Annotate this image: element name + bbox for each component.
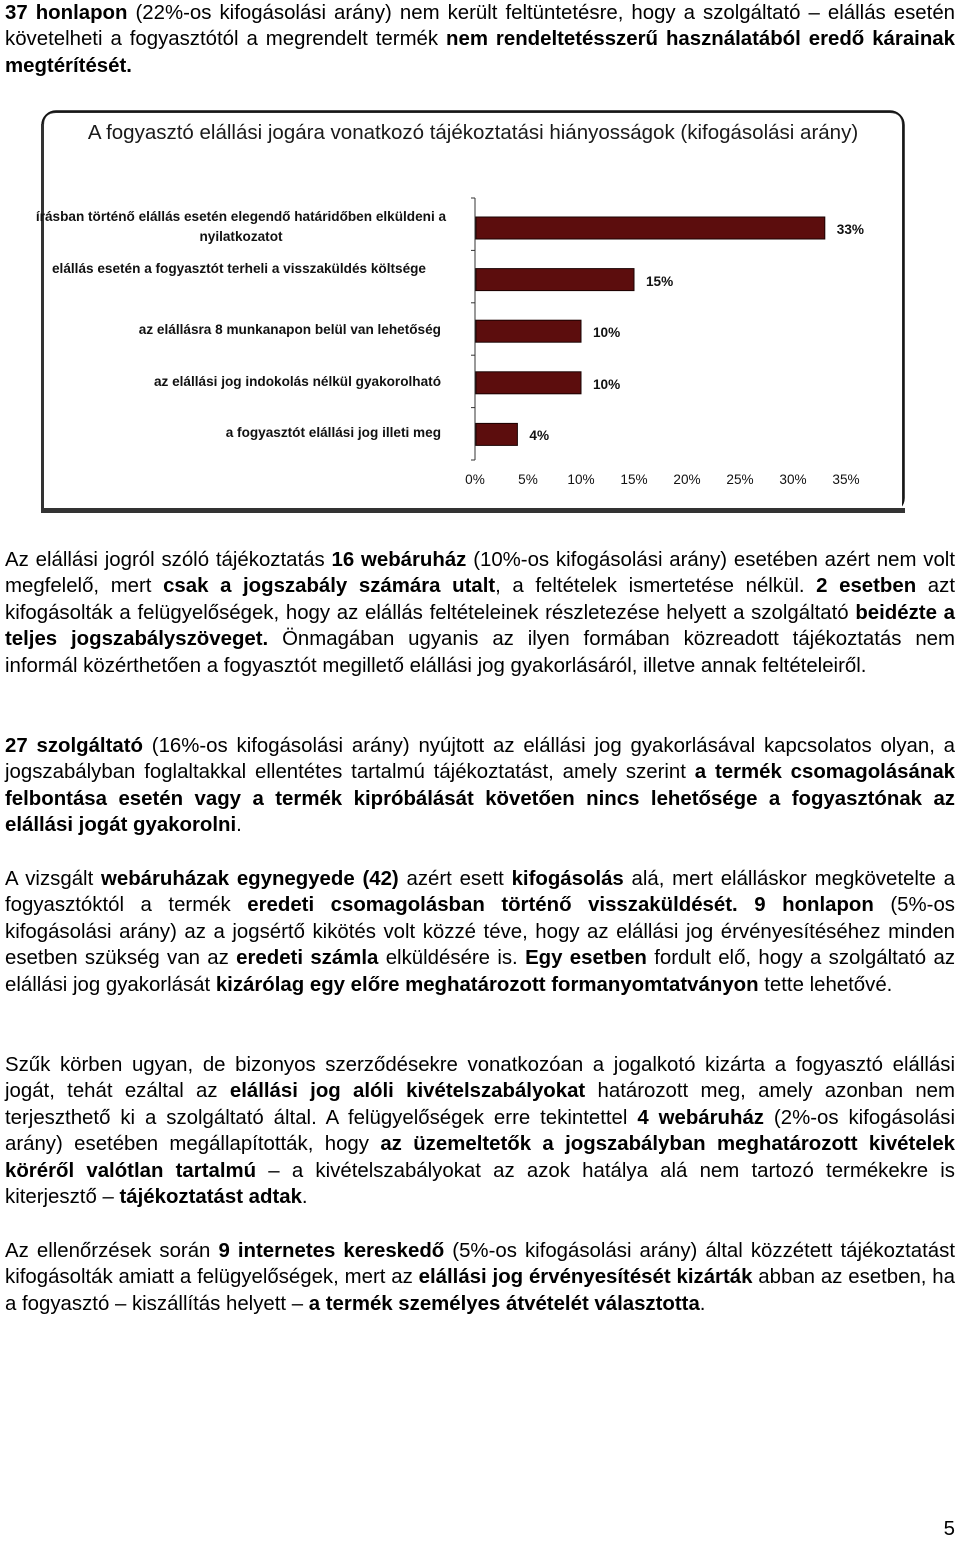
data-label: 15% [646, 273, 674, 289]
chart [35, 110, 905, 513]
text-run: tájékoztatást adtak [119, 1186, 302, 1209]
text-run: (2%-os kifogásolási arány) esetében megállapították, hogy [5, 1106, 955, 1156]
text-run: . [236, 814, 242, 837]
text-run: elállási jog alóli kivételszabályokat [229, 1080, 586, 1103]
text-run: (10%-os kifogásolási arány) esetében azért nem volt megfelelő, mert [5, 549, 955, 598]
bar [476, 423, 517, 445]
x-tick-label: 10% [567, 472, 595, 487]
text-run: 37 honlapon [5, 2, 128, 24]
text-run: az üzemeltetők a jogszabályban meghatározott kivételek köréről valótlan tartalmú [5, 1133, 956, 1182]
category-label: az elállási jog indokolás nélkül gyakorolható [153, 373, 441, 389]
text-run: 2 esetben [816, 575, 917, 598]
text-run: beidézte a teljes jogszabályszöveget. [5, 601, 955, 651]
x-tick-label: 15% [620, 472, 648, 487]
chart-edge [41, 124, 44, 513]
text-run: , a feltételek ismertetése nélkül. [495, 575, 817, 598]
text-run: kifogásolás [511, 868, 624, 890]
text-run: csak a jogszabály számára utalt [163, 575, 496, 598]
x-tick-label: 25% [726, 472, 754, 487]
text-run: A vizsgált [5, 868, 101, 890]
data-label: 10% [593, 376, 621, 392]
text-run: abban az esetben, ha a fogyasztó – kiszállítás helyett – [5, 1266, 955, 1315]
text-run: tette lehetővé. [758, 973, 893, 996]
bar [476, 320, 581, 342]
text-run: nem rendeltetésszerű használatából eredő kárainak megtérítését. [5, 28, 955, 77]
paragraph-packaging [5, 733, 955, 839]
text-run: a termék személyes átvételét választotta [308, 1292, 700, 1315]
category-label: a fogyasztót elállási jog illeti meg [225, 425, 441, 441]
text-run: Egy esetben [525, 947, 647, 970]
text-run: . [301, 1186, 308, 1209]
bar [476, 217, 825, 239]
text-run [738, 894, 755, 916]
data-label: 4% [529, 428, 550, 444]
text-run: határozott meg, amely azonban nem terjeszthető ki a szolgáltató által. A felügyelőségek erre tekintettel [5, 1080, 955, 1129]
text-run: 9 honlapon [754, 894, 874, 917]
text-run: eredeti számla [236, 947, 379, 970]
text-run: (22%-os kifogásolási arány) nem került feltüntetésre, hogy a szolgáltató – elállás esetén követelheti a fogyasztótól a megrendelt termék [5, 2, 955, 51]
chart-plot-area [44, 113, 902, 508]
x-tick-label: 5% [518, 472, 538, 487]
text-run: 4 webáruház [637, 1106, 764, 1129]
text-run: fordult elő, hogy a szolgáltató az elállási jog gyakorlását [5, 947, 956, 996]
text-run: . [699, 1292, 706, 1315]
category-label: írásban történő elállás esetén elegendő határidőben elküldeni a nyilatkozatot [35, 209, 447, 244]
page-number: 5 [943, 1518, 955, 1540]
category-label: elállás esetén a fogyasztót terheli a visszaküldés költsége [52, 260, 426, 276]
text-run: (16%-os kifogásolási arány) nyújtott az elállási jog gyakorlásával kapcsolatos olyan, a jogszabályban foglaltakkal ellentétes tartalmú tájékoztatást, amely szerint [5, 735, 956, 784]
x-tick-label: 30% [779, 472, 807, 487]
text-run: Az ellenőrzések során [5, 1240, 219, 1262]
text-run: – a kivételszabályokat az azok hatálya alá nem tartozó termékekre is kiterjesztő – [5, 1159, 955, 1209]
bar [476, 269, 634, 291]
x-tick-label: 0% [465, 472, 485, 487]
data-label: 33% [836, 222, 865, 237]
text-run: 9 internetes kereskedő [218, 1240, 445, 1262]
text-run: elküldésére is. [378, 947, 526, 970]
chart-canvas [41, 110, 905, 513]
text-run: 27 szolgáltató [5, 735, 143, 757]
paragraph-personal-pickup [5, 1238, 955, 1317]
text-run: Az elállási jogról szóló tájékoztatás [5, 549, 332, 571]
text-run: azt kifogásolták a felügyelőségek, hogy az elállás feltételeinek részletezése helyett a szolgáltató [5, 575, 955, 624]
paragraph-intro [5, 0, 955, 79]
text-run: kizárólag egy előre meghatározott formanyomtatványon [215, 973, 759, 996]
text-run: Szűk körben ugyan, de bizonyos szerződésekre vonatkozóan a jogalkotó kizárta a fogyasztó elállási jogát, tehát ezáltal az [5, 1054, 955, 1103]
text-run: (5%-os kifogásolási arány) által közzétett tájékoztatást kifogásolták amiatt a felügyelőségek, mert az [5, 1240, 955, 1289]
text-run: a termék csomagolásának felbontása esetén vagy a termék kipróbálását követően nincs lehetősége a fogyasztónak az elállási jogát gyakorolni [5, 761, 955, 837]
bar [476, 372, 581, 394]
paragraph-reference-only [5, 547, 955, 679]
text-run: Önmagában ugyanis az ilyen formában közreadott tájékoztatás nem informál közérthetően a fogyasztót megillető elállási jog gyakorlásáról, illetve annak feltételeiről. [5, 628, 956, 677]
text-run: 16 webáruház [331, 549, 467, 571]
chart-title: A fogyasztó elállási jogára vonatkozó tájékoztatási hiányosságok (kifogásolási arány) [87, 121, 859, 144]
data-label: 10% [593, 325, 621, 341]
text-run: elállási jog érvényesítését kizárták [418, 1266, 753, 1289]
x-tick-label: 35% [832, 472, 860, 487]
text-run: alá, mert elálláskor megkövetelte a fogyasztóktól a termék [5, 868, 955, 917]
paragraph-exceptions [5, 1052, 955, 1210]
text-run: azért esett [398, 868, 512, 890]
paragraph-original-packaging [5, 866, 955, 998]
category-label: az elállásra 8 munkanapon belül van lehetőség [138, 322, 441, 338]
text-run: webáruházak egynegyede (42) [101, 868, 399, 890]
x-tick-label: 20% [673, 472, 701, 487]
chart-edge [41, 508, 905, 513]
text-run: (5%-os kifogásolási arány) az a jogsértő kikötés volt közzé téve, hogy az elállási jog érvényesítéséhez minden esetben szükség van az [5, 894, 955, 970]
text-run: eredeti csomagolásban történő visszaküldését. [247, 894, 738, 917]
